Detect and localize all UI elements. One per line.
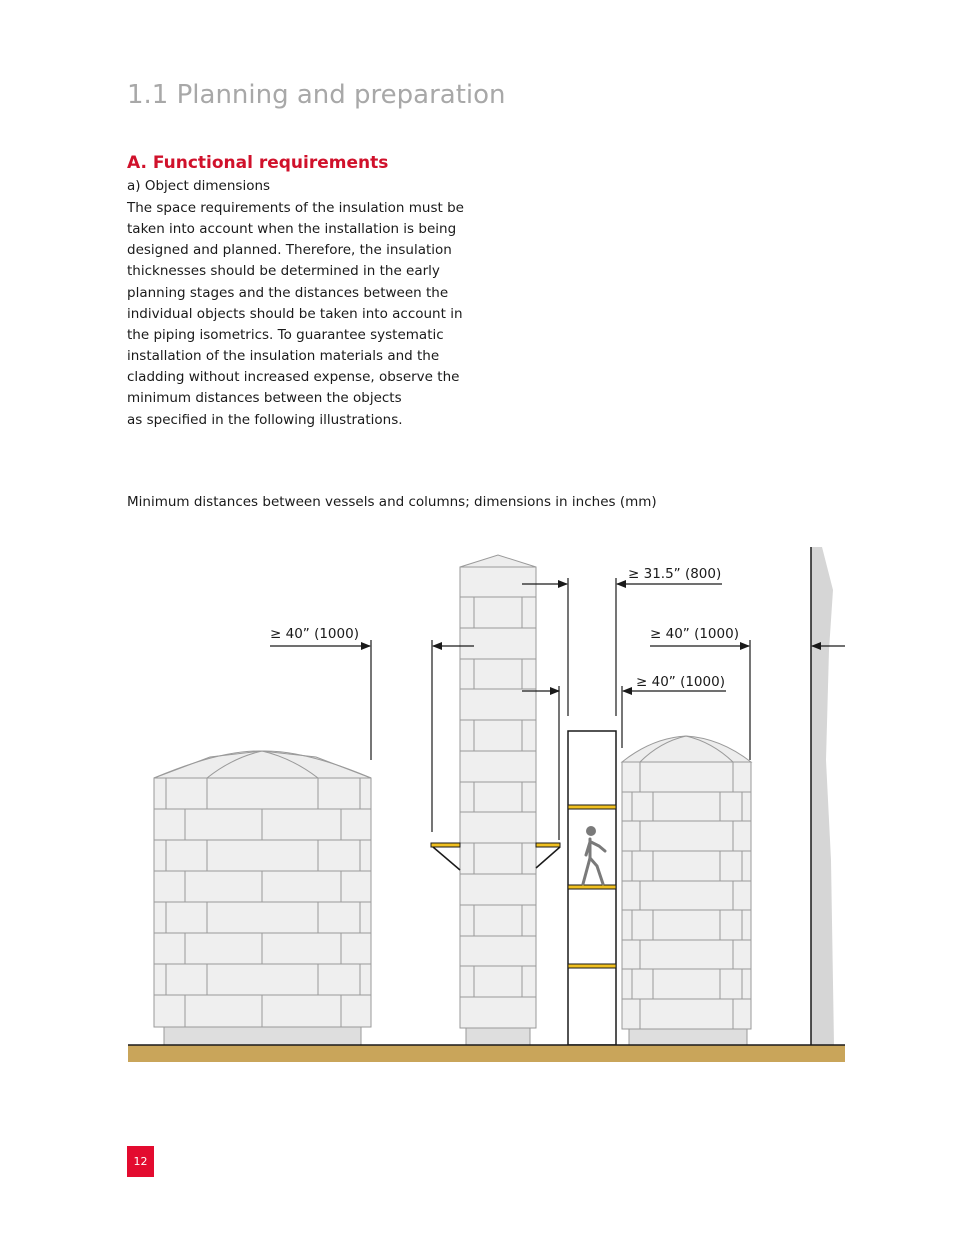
right-vessel [622,736,751,1045]
body-text-line: designed and planned. Therefore, the insulation [127,242,452,258]
section-heading: A. Functional requirements [127,153,389,173]
page-number: 12 [133,1155,148,1168]
body-text-line: taken into account when the installation is being [127,221,457,237]
page-title: 1.1 Planning and preparation [127,80,506,110]
body-text-line: The space requirements of the insulation must be [127,200,464,216]
ground [128,1045,845,1062]
subheading: a) Object dimensions [127,178,271,194]
body-text-line: thicknesses should be determined in the early [127,263,440,279]
dim-label-column-to-cage: ≥ 31.5” (800) [628,566,722,582]
building-wall [811,547,834,1045]
figure-caption: Minimum distances between vessels and columns; dimensions in inches (mm) [127,494,657,510]
access-cage [568,731,616,1045]
left-vessel [154,751,371,1045]
dim-label-vessel-to-column: ≥ 40” (1000) [270,626,359,642]
page-number-badge [127,1146,154,1177]
body-text-line: planning stages and the distances between the [127,285,449,301]
body-text-line: as specified in the following illustrations. [127,412,403,428]
body-text-line: minimum distances between the objects [127,390,402,406]
dim-label-cage-to-vessel: ≥ 40” (1000) [636,674,725,690]
body-text-line: individual objects should be taken into account in [127,306,463,322]
body-text-line: installation of the insulation materials and the [127,348,440,364]
body-text-line: the piping isometrics. To guarantee systematic [127,327,444,343]
dim-label-vessel-to-wall: ≥ 40” (1000) [650,626,739,642]
tall-column [431,555,560,1045]
body-text-line: cladding without increased expense, observe the [127,369,460,385]
